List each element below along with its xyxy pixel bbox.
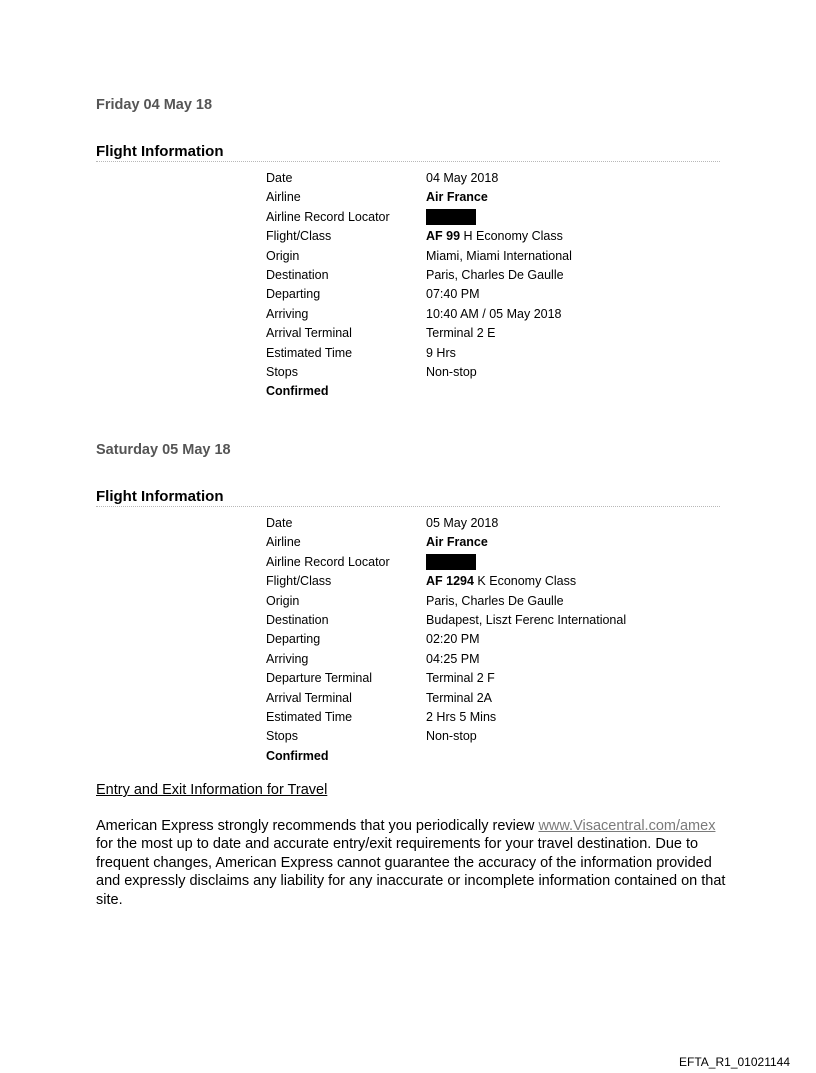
day-heading: Friday 04 May 18 bbox=[96, 97, 213, 113]
entry-exit-title: Entry and Exit Information for Travel bbox=[96, 782, 328, 798]
detail-label: Stops bbox=[266, 729, 298, 744]
entry-exit-paragraph bbox=[96, 817, 726, 909]
booking-class: H Economy Class bbox=[460, 229, 563, 244]
detail-row-arrival-terminal bbox=[266, 689, 720, 708]
detail-value: 2 Hrs 5 Mins bbox=[426, 709, 497, 724]
booking-status: Confirmed bbox=[266, 384, 329, 399]
booking-class: K Economy Class bbox=[473, 574, 577, 589]
detail-row-arriving bbox=[266, 305, 720, 324]
detail-label: Airline Record Locator bbox=[266, 209, 390, 224]
detail-value: 04 May 2018 bbox=[426, 171, 499, 185]
detail-row-origin bbox=[266, 592, 720, 611]
detail-row-origin bbox=[266, 247, 720, 266]
detail-row-record-locator bbox=[266, 208, 720, 227]
detail-value: Terminal 2 F bbox=[426, 671, 495, 686]
detail-label: Airline Record Locator bbox=[266, 554, 390, 569]
redaction-block bbox=[426, 554, 476, 570]
detail-value: Air France bbox=[426, 190, 488, 205]
flight-details-2 bbox=[266, 514, 720, 766]
detail-row-airline bbox=[266, 188, 720, 207]
detail-row-stops bbox=[266, 727, 720, 746]
section-title: Flight Information bbox=[96, 488, 720, 507]
visacentral-link[interactable]: www.Visacentral.com/amex bbox=[538, 818, 716, 834]
detail-label: Stops bbox=[266, 364, 298, 379]
detail-label: Flight/Class bbox=[266, 574, 332, 589]
detail-row-departure-terminal bbox=[266, 669, 720, 688]
detail-row-destination bbox=[266, 611, 720, 630]
detail-label: Arrival Terminal bbox=[266, 690, 352, 705]
detail-value: 9 Hrs bbox=[426, 345, 456, 360]
detail-label: Airline bbox=[266, 535, 301, 550]
detail-label: Origin bbox=[266, 248, 300, 263]
detail-row-stops bbox=[266, 363, 720, 382]
flight-number: AF 99 bbox=[426, 229, 461, 244]
detail-label: Estimated Time bbox=[266, 345, 353, 360]
detail-value: Miami, Miami International bbox=[426, 248, 572, 263]
detail-value: Non-stop bbox=[426, 729, 477, 744]
detail-value: Terminal 2A bbox=[426, 690, 492, 705]
detail-row-departing bbox=[266, 630, 720, 649]
detail-row-arrival-terminal bbox=[266, 324, 720, 343]
detail-row-arriving bbox=[266, 650, 720, 669]
detail-label: Destination bbox=[266, 267, 329, 282]
detail-row-airline bbox=[266, 533, 720, 552]
detail-label: Arriving bbox=[266, 306, 309, 321]
detail-row-estimated-time bbox=[266, 344, 720, 363]
detail-value: Terminal 2 E bbox=[426, 326, 496, 341]
detail-label: Estimated Time bbox=[266, 709, 353, 724]
detail-label: Origin bbox=[266, 593, 300, 608]
section-title: Flight Information bbox=[96, 143, 720, 162]
detail-row-status bbox=[266, 747, 720, 766]
detail-row-date bbox=[266, 169, 720, 188]
detail-label: Arrival Terminal bbox=[266, 326, 352, 341]
detail-row-record-locator bbox=[266, 553, 720, 572]
detail-row-destination bbox=[266, 266, 720, 285]
detail-value: Budapest, Liszt Ferenc International bbox=[426, 612, 627, 627]
detail-label: Departing bbox=[266, 632, 321, 647]
detail-row-flight-class bbox=[266, 227, 720, 246]
entry-text-before-link: American Express strongly recommends that you periodically review bbox=[96, 818, 539, 834]
flight-details-1 bbox=[266, 169, 720, 402]
detail-label: Arriving bbox=[266, 651, 309, 666]
detail-value: Paris, Charles De Gaulle bbox=[426, 267, 564, 282]
detail-row-departing bbox=[266, 285, 720, 304]
detail-label: Airline bbox=[266, 190, 301, 205]
entry-text-after-link: for the most up to date and accurate entry/exit requirements for your travel destination. Due to frequent changes, American Express cannot guarantee the accuracy of the information provided and expressly disclaims any liability for any inaccurate or incomplete information contained on that site. bbox=[96, 836, 726, 908]
detail-value: 05 May 2018 bbox=[426, 516, 499, 530]
detail-row-status bbox=[266, 382, 720, 401]
booking-status: Confirmed bbox=[266, 748, 329, 763]
detail-row-date bbox=[266, 514, 720, 533]
detail-value: 10:40 AM / 05 May 2018 bbox=[426, 306, 562, 321]
detail-label: Date bbox=[266, 171, 293, 185]
detail-label: Flight/Class bbox=[266, 229, 332, 244]
detail-value: 04:25 PM bbox=[426, 651, 480, 666]
detail-label: Date bbox=[266, 516, 293, 530]
detail-value: Air France bbox=[426, 535, 488, 550]
detail-label: Departure Terminal bbox=[266, 671, 373, 686]
detail-value: Paris, Charles De Gaulle bbox=[426, 593, 564, 608]
redaction-block bbox=[426, 209, 476, 225]
detail-label: Departing bbox=[266, 287, 321, 302]
detail-row-flight-class bbox=[266, 572, 720, 591]
detail-value: 02:20 PM bbox=[426, 632, 480, 647]
flight-number: AF 1294 bbox=[426, 574, 474, 589]
detail-value: 07:40 PM bbox=[426, 287, 480, 302]
detail-row-estimated-time bbox=[266, 708, 720, 727]
detail-value: Non-stop bbox=[426, 364, 477, 379]
detail-label: Destination bbox=[266, 612, 329, 627]
day-heading: Saturday 05 May 18 bbox=[96, 442, 231, 458]
document-id: EFTA_R1_01021144 bbox=[679, 1055, 790, 1069]
